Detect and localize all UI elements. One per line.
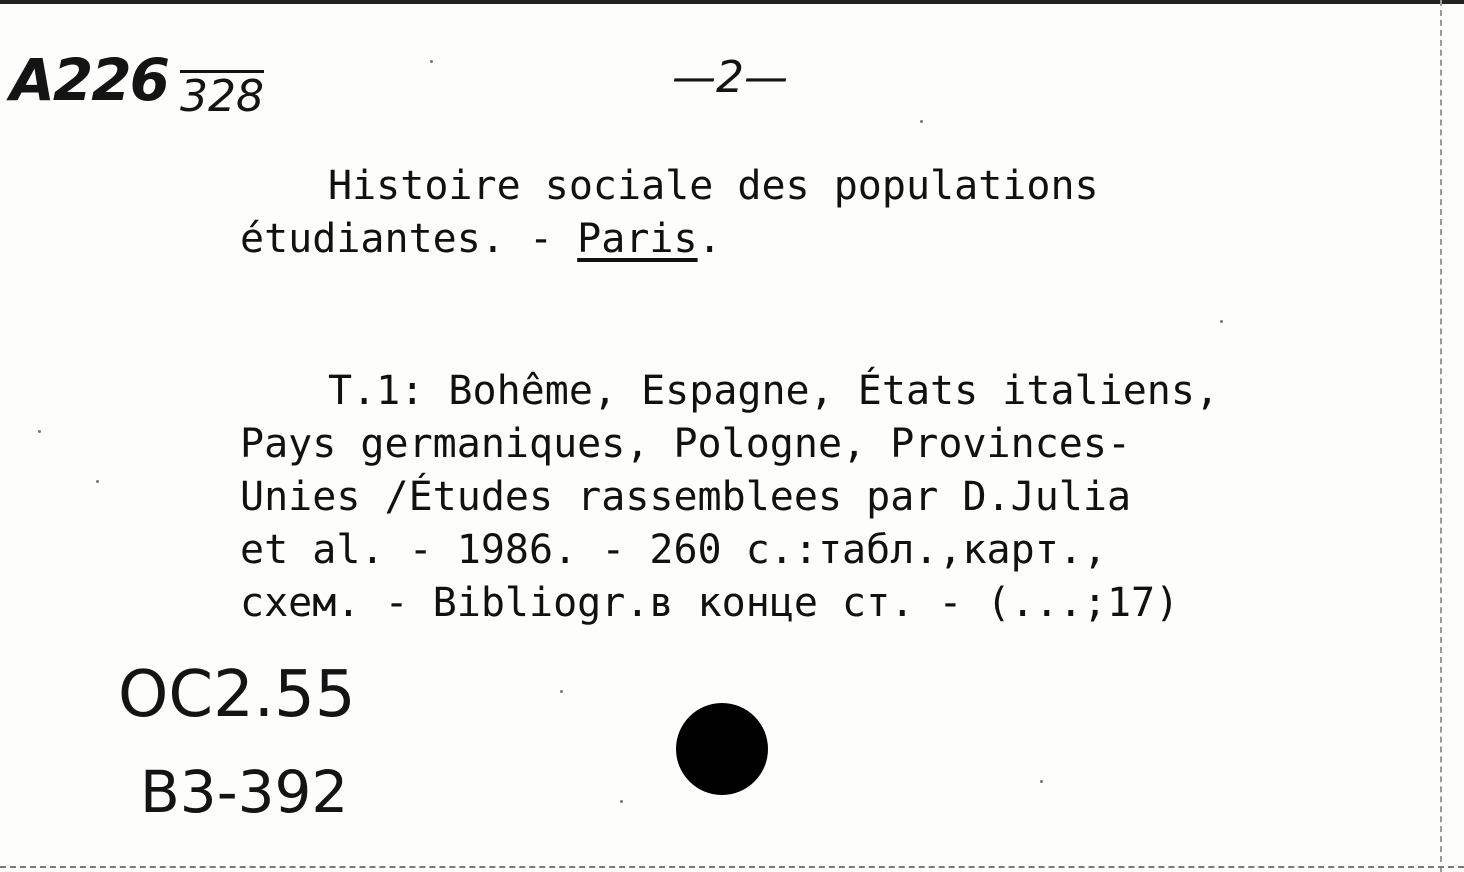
title-line-1: Histoire sociale des populations: [328, 163, 1099, 209]
speck: [96, 480, 99, 483]
speck: [620, 800, 623, 803]
page-number: —2—: [672, 52, 788, 103]
speck: [560, 690, 563, 693]
volume-line: Unies /Études rassemblees par D.Julia: [240, 474, 1132, 520]
volume-line: Pays germaniques, Pologne, Provinces-: [240, 421, 1132, 467]
volume-description: [240, 365, 1219, 630]
card-right-edge: [1440, 0, 1442, 872]
shelf-mark: A226: [10, 46, 168, 114]
card-bottom-edge: [0, 866, 1464, 868]
shelf-mark-sub: 328: [180, 71, 264, 122]
volume-line: схем. - Bibliogr.в конце ст. - (...;17): [240, 580, 1180, 626]
title-line-2: [240, 213, 1099, 266]
classification-code: ОС2.55: [118, 658, 356, 732]
inventory-code: В3-392: [140, 758, 349, 826]
card-top-edge: [0, 0, 1464, 4]
speck: [1040, 780, 1043, 783]
punch-hole: [676, 703, 768, 795]
volume-line: T.1: Bohême, Espagne, États italiens,: [328, 368, 1220, 414]
speck: [430, 60, 433, 63]
title-line-2-prefix: étudiantes. -: [240, 216, 578, 262]
volume-line: et al. - 1986. - 260 c.:табл.,карт.,: [240, 527, 1107, 573]
publication-place: Paris: [577, 216, 698, 262]
speck: [38, 430, 41, 433]
speck: [1220, 320, 1223, 323]
title-line-2-suffix: .: [697, 216, 722, 262]
title-block: [240, 160, 1099, 266]
speck: [920, 120, 923, 123]
